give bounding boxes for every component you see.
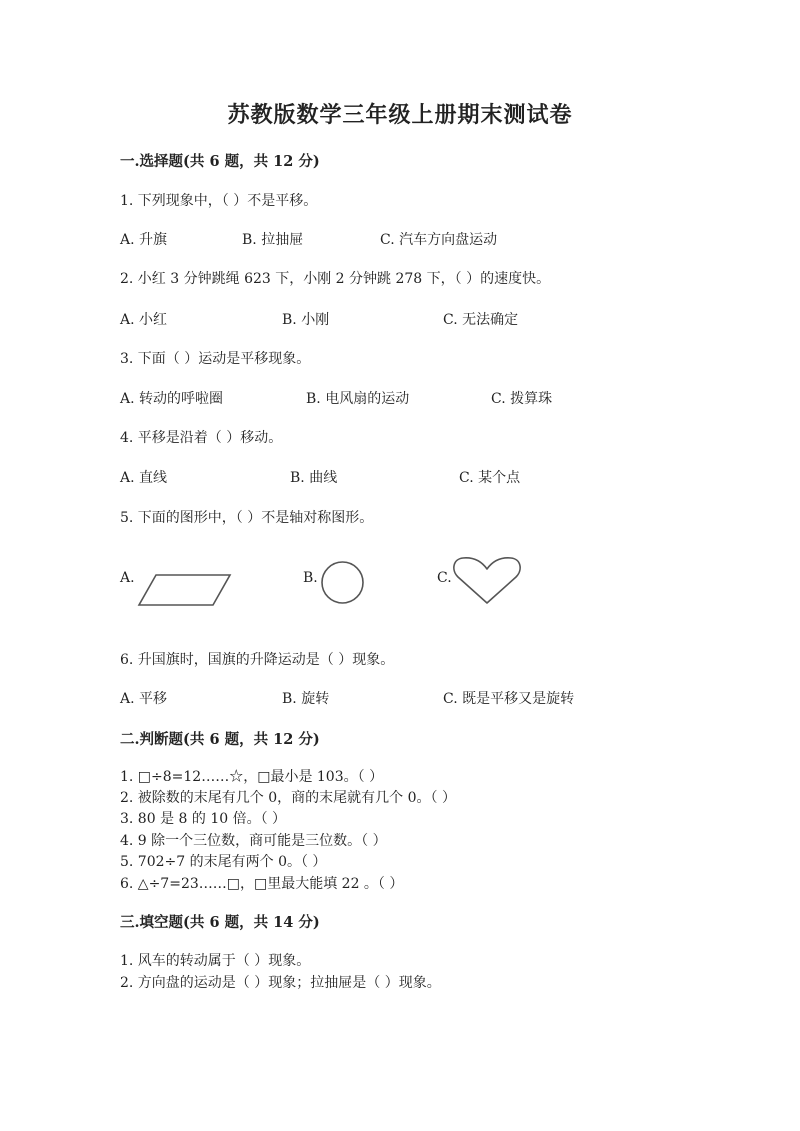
- judgement-item: 1. □÷8=12……☆，□最小是 103。（ ）: [120, 769, 384, 785]
- fill-in-item: 1. 风车的转动属于（ ）现象。: [120, 953, 311, 969]
- judgement-item: 3. 80 是 8 的 10 倍。（ ）: [120, 811, 287, 827]
- option-b: B. 曲线: [290, 470, 338, 486]
- question-text: 4. 平移是沿着（ ）移动。: [120, 430, 283, 446]
- fill-in-item: 2. 方向盘的运动是（ ）现象；拉抽屉是（ ）现象。: [120, 975, 441, 991]
- option-a: A. 平移: [120, 691, 168, 707]
- page-title: 苏教版数学三年级上册期末测试卷: [227, 102, 573, 128]
- option-a: A. 直线: [120, 470, 168, 486]
- question-text: 6. 升国旗时，国旗的升降运动是（ ）现象。: [120, 652, 395, 668]
- option-b: B. 旋转: [282, 691, 330, 707]
- heart-shape: [452, 556, 522, 606]
- option-b: B. 小刚: [282, 312, 330, 328]
- judgement-item: 6. △÷7=23……□，□里最大能填 22 。（ ）: [120, 876, 404, 892]
- section-heading-fill-in: 三.填空题(共 6 题，共 14 分): [120, 914, 320, 931]
- option-c: C. 拨算珠: [491, 391, 553, 407]
- option-a: A. 升旗: [120, 232, 168, 248]
- option-c: C. 既是平移又是旋转: [443, 691, 575, 707]
- judgement-item: 5. 702÷7 的末尾有两个 0。（ ）: [120, 854, 327, 870]
- parallelogram-shape: [138, 574, 232, 606]
- section-heading-choice: 一.选择题(共 6 题，共 12 分): [120, 153, 320, 170]
- judgement-item: 4. 9 除一个三位数，商可能是三位数。（ ）: [120, 833, 387, 849]
- option-a: A.: [120, 570, 135, 586]
- option-c: C. 无法确定: [443, 312, 519, 328]
- question-text: 1. 下列现象中，（ ）不是平移。: [120, 193, 318, 209]
- option-c: C. 汽车方向盘运动: [380, 232, 498, 248]
- option-a: A. 转动的呼啦圈: [120, 391, 224, 407]
- question-text: 3. 下面（ ）运动是平移现象。: [120, 351, 311, 367]
- option-a: A. 小红: [120, 312, 168, 328]
- section-heading-judgement: 二.判断题(共 6 题，共 12 分): [120, 731, 320, 748]
- option-b: B.: [303, 570, 318, 586]
- judgement-item: 2. 被除数的末尾有几个 0，商的末尾就有几个 0。（ ）: [120, 790, 456, 806]
- question-text: 5. 下面的图形中，（ ）不是轴对称图形。: [120, 510, 374, 526]
- option-b: B. 电风扇的运动: [306, 391, 410, 407]
- option-c: C.: [437, 570, 452, 586]
- circle-shape: [321, 561, 365, 605]
- option-c: C. 某个点: [459, 470, 521, 486]
- question-text: 2. 小红 3 分钟跳绳 623 下，小刚 2 分钟跳 278 下，（ ）的速度快。: [120, 271, 551, 287]
- option-b: B. 拉抽屉: [242, 232, 304, 248]
